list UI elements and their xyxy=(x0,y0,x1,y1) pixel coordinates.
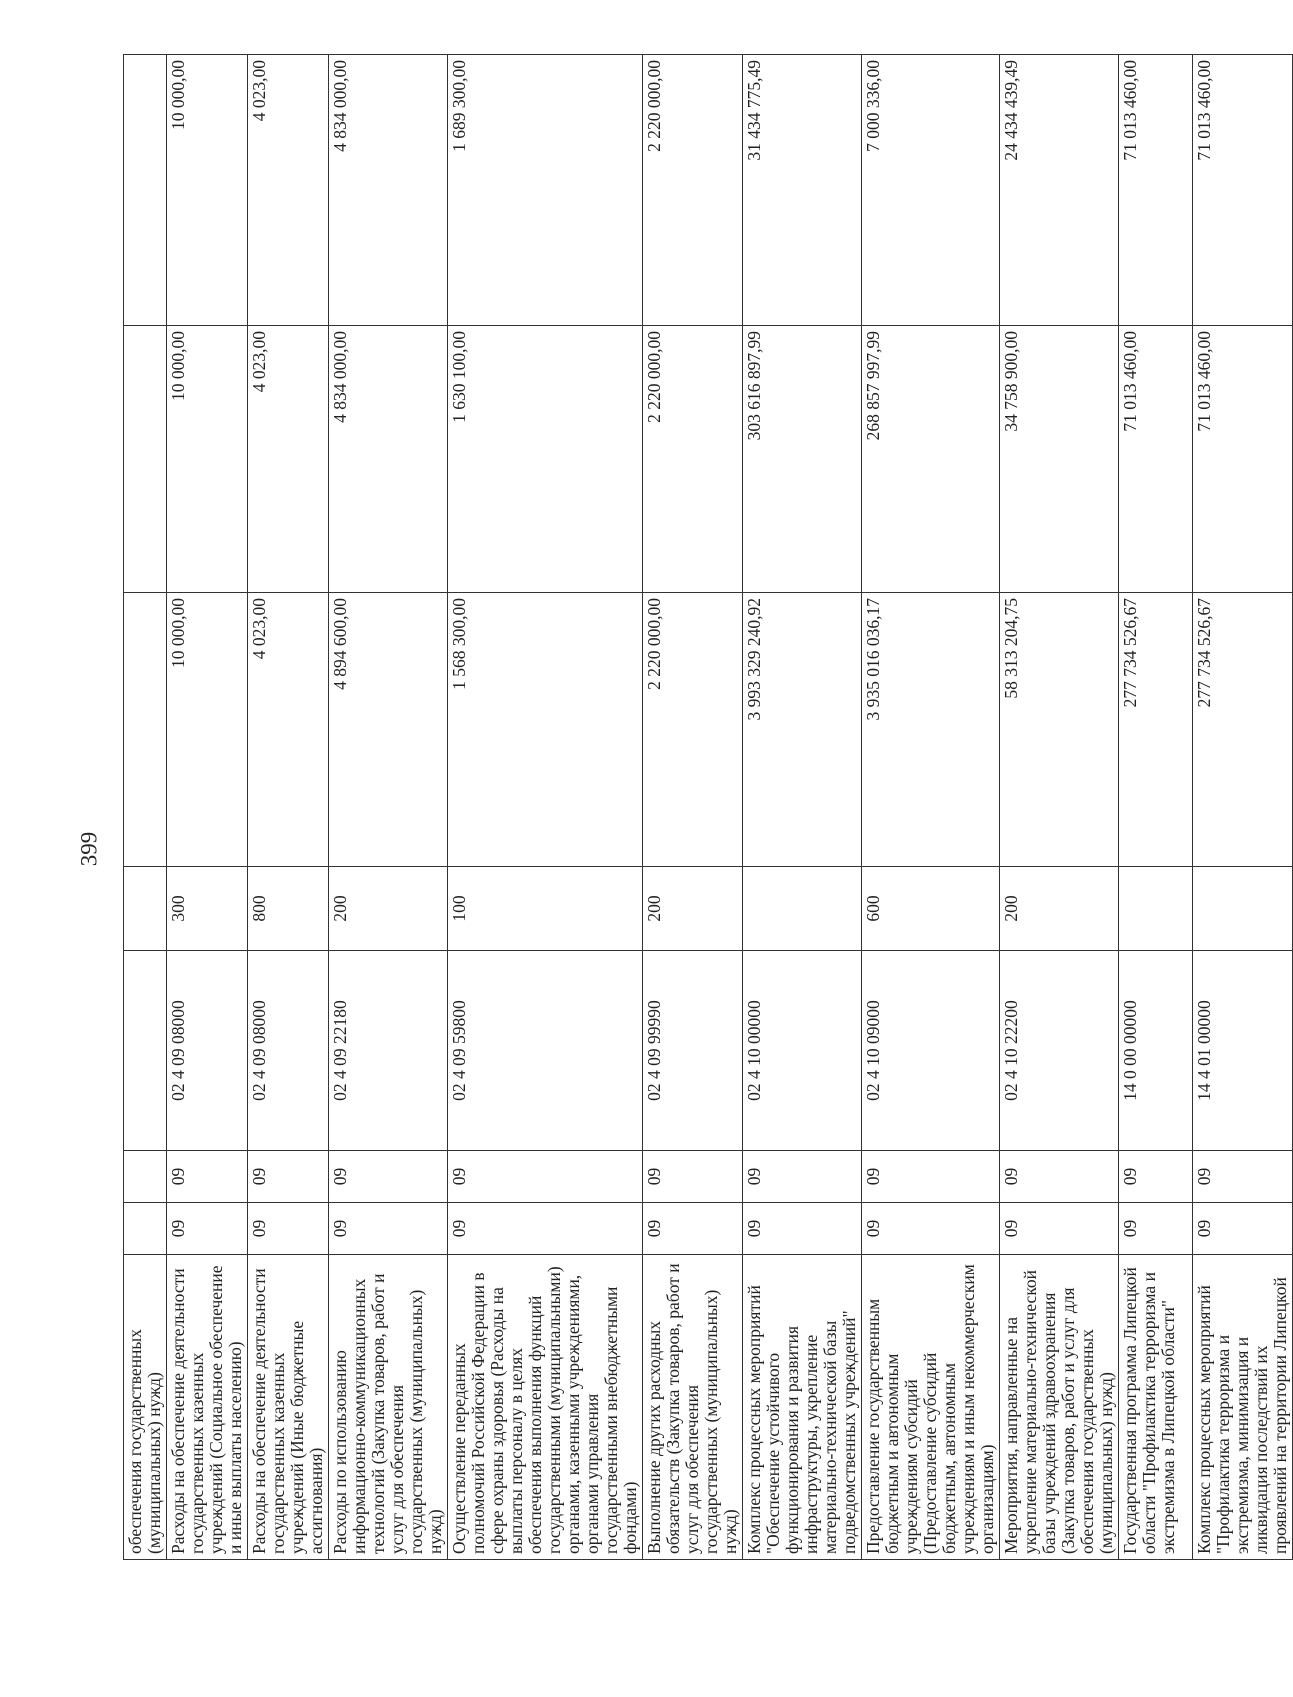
cell-sum-year3: 71 013 460,00 xyxy=(1119,55,1193,326)
cell-section xyxy=(124,1151,167,1203)
cell-target-article: 02 4 10 22200 xyxy=(1000,951,1119,1151)
cell-section: 09 xyxy=(643,1151,743,1203)
table-row xyxy=(167,55,248,1560)
cell-section: 09 xyxy=(1119,1151,1193,1203)
cell-description: Осуществление переданных полномочий Российской Федерации в сфере охраны здоровья (Расходы на выплаты персоналу в целях обеспечения выполнения функций государственными (муниципальными) органами, казенными учреждениями, органами управления государственными внебюджетными фондами) xyxy=(448,1255,643,1560)
table-row xyxy=(643,55,743,1560)
cell-sum-year3: 2 220 000,00 xyxy=(643,55,743,326)
cell-expense-type: 600 xyxy=(862,867,1000,951)
cell-sum-year2: 1 630 100,00 xyxy=(448,326,643,593)
cell-grbs: 09 xyxy=(743,1203,862,1255)
cell-grbs: 09 xyxy=(862,1203,1000,1255)
table-row xyxy=(1000,55,1119,1560)
cell-description: обеспечения государственных (муниципальных) нужд) xyxy=(124,1255,167,1560)
cell-expense-type: 200 xyxy=(1000,867,1119,951)
cell-expense-type: 100 xyxy=(448,867,643,951)
table-row xyxy=(1119,55,1193,1560)
cell-expense-type: 800 xyxy=(248,867,329,951)
cell-section: 09 xyxy=(448,1151,643,1203)
cell-sum-year3: 31 434 775,49 xyxy=(743,55,862,326)
cell-target-article: 02 4 10 09000 xyxy=(862,951,1000,1151)
table-row xyxy=(329,55,448,1560)
cell-sum-year2: 34 758 900,00 xyxy=(1000,326,1119,593)
cell-target-article: 02 4 09 22180 xyxy=(329,951,448,1151)
cell-section: 09 xyxy=(329,1151,448,1203)
cell-description: Выполнение других расходных обязательств (Закупка товаров, работ и услуг для обеспечения государственных (муниципальных) нужд) xyxy=(643,1255,743,1560)
cell-grbs: 09 xyxy=(248,1203,329,1255)
cell-sum-year1: 4 023,00 xyxy=(248,593,329,867)
cell-sum-year1: 3 935 016 036,17 xyxy=(862,593,1000,867)
table-row xyxy=(248,55,329,1560)
cell-description: Расходы на обеспечение деятельности государственных казенных учреждений (Иные бюджетные ассигнования) xyxy=(248,1255,329,1560)
table-row xyxy=(862,55,1000,1560)
cell-target-article: 02 4 09 08000 xyxy=(167,951,248,1151)
cell-description: Расходы по использованию информационно-коммуникационных технологий (Закупка товаров, работ и услуг для обеспечения государственных (муниципальных) нужд) xyxy=(329,1255,448,1560)
cell-grbs: 09 xyxy=(1193,1203,1293,1255)
cell-section: 09 xyxy=(1000,1151,1119,1203)
table-body xyxy=(124,55,1293,1560)
cell-expense-type xyxy=(1193,867,1293,951)
cell-sum-year1: 58 313 204,75 xyxy=(1000,593,1119,867)
cell-sum-year1: 1 568 300,00 xyxy=(448,593,643,867)
cell-target-article: 02 4 09 59800 xyxy=(448,951,643,1151)
rotated-table-container xyxy=(123,55,1290,1560)
cell-section: 09 xyxy=(1193,1151,1293,1203)
cell-sum-year2: 4 834 000,00 xyxy=(329,326,448,593)
cell-sum-year3: 4 834 000,00 xyxy=(329,55,448,326)
cell-target-article: 14 0 00 00000 xyxy=(1119,951,1193,1151)
cell-sum-year2: 2 220 000,00 xyxy=(643,326,743,593)
cell-description: Государственная программа Липецкой области "Профилактика терроризма и экстремизма в Липецкой области" xyxy=(1119,1255,1193,1560)
cell-sum-year1: 4 894 600,00 xyxy=(329,593,448,867)
cell-description: Расходы на обеспечение деятельности государственных казенных учреждений (Социальное обеспечение и иные выплаты населению) xyxy=(167,1255,248,1560)
cell-sum-year2: 71 013 460,00 xyxy=(1193,326,1293,593)
cell-sum-year2: 71 013 460,00 xyxy=(1119,326,1193,593)
cell-grbs: 09 xyxy=(167,1203,248,1255)
table-row xyxy=(1193,55,1293,1560)
cell-sum-year1: 277 734 526,67 xyxy=(1193,593,1293,867)
cell-sum-year2: 303 616 897,99 xyxy=(743,326,862,593)
cell-grbs: 09 xyxy=(643,1203,743,1255)
cell-sum-year1: 10 000,00 xyxy=(167,593,248,867)
cell-grbs: 09 xyxy=(1119,1203,1193,1255)
cell-section: 09 xyxy=(167,1151,248,1203)
cell-description: Предоставление государственным бюджетным и автономным учреждениям субсидий (Предоставление субсидий бюджетным, автономным учреждениям и иным некоммерческим организациям) xyxy=(862,1255,1000,1560)
cell-target-article: 14 4 01 00000 xyxy=(1193,951,1293,1151)
cell-sum-year3: 71 013 460,00 xyxy=(1193,55,1293,326)
cell-sum-year3: 10 000,00 xyxy=(167,55,248,326)
cell-expense-type: 200 xyxy=(643,867,743,951)
cell-target-article: 02 4 09 99990 xyxy=(643,951,743,1151)
cell-target-article: 02 4 10 00000 xyxy=(743,951,862,1151)
cell-expense-type: 300 xyxy=(167,867,248,951)
cell-section: 09 xyxy=(248,1151,329,1203)
cell-sum-year3: 7 000 336,00 xyxy=(862,55,1000,326)
cell-expense-type: 200 xyxy=(329,867,448,951)
table-row xyxy=(743,55,862,1560)
cell-sum-year3: 1 689 300,00 xyxy=(448,55,643,326)
cell-sum-year1: 3 993 329 240,92 xyxy=(743,593,862,867)
cell-grbs: 09 xyxy=(448,1203,643,1255)
cell-sum-year2: 268 857 997,99 xyxy=(862,326,1000,593)
cell-expense-type xyxy=(124,867,167,951)
cell-sum-year1: 277 734 526,67 xyxy=(1119,593,1193,867)
cell-sum-year1: 2 220 000,00 xyxy=(643,593,743,867)
cell-grbs xyxy=(124,1203,167,1255)
budget-table xyxy=(123,54,1293,1560)
cell-sum-year3 xyxy=(124,55,167,326)
cell-section: 09 xyxy=(862,1151,1000,1203)
cell-description: Комплекс процессных мероприятий "Обеспечение устойчивого функционирования и развития инфраструктуры, укрепление материально-технической базы подведомственных учреждений" xyxy=(743,1255,862,1560)
cell-sum-year2: 10 000,00 xyxy=(167,326,248,593)
cell-grbs: 09 xyxy=(329,1203,448,1255)
cell-section: 09 xyxy=(743,1151,862,1203)
page-number: 399 xyxy=(76,831,102,867)
table-row xyxy=(448,55,643,1560)
cell-description: Мероприятия, направленные на укрепление материально-технической базы учреждений здравоохранения (Закупка товаров, работ и услуг для обеспечения государственных (муниципальных) нужд) xyxy=(1000,1255,1119,1560)
cell-sum-year3: 24 434 439,49 xyxy=(1000,55,1119,326)
cell-sum-year3: 4 023,00 xyxy=(248,55,329,326)
cell-target-article xyxy=(124,951,167,1151)
cell-expense-type xyxy=(1119,867,1193,951)
cell-description: Комплекс процессных мероприятий "Профилактика терроризма и экстремизма, минимизация и ликвидация последствий их проявлений на территории Липецкой xyxy=(1193,1255,1293,1560)
cell-sum-year2: 4 023,00 xyxy=(248,326,329,593)
cell-target-article: 02 4 09 08000 xyxy=(248,951,329,1151)
cell-expense-type xyxy=(743,867,862,951)
cell-sum-year1 xyxy=(124,593,167,867)
cell-sum-year2 xyxy=(124,326,167,593)
cell-grbs: 09 xyxy=(1000,1203,1119,1255)
table-row xyxy=(124,55,167,1560)
